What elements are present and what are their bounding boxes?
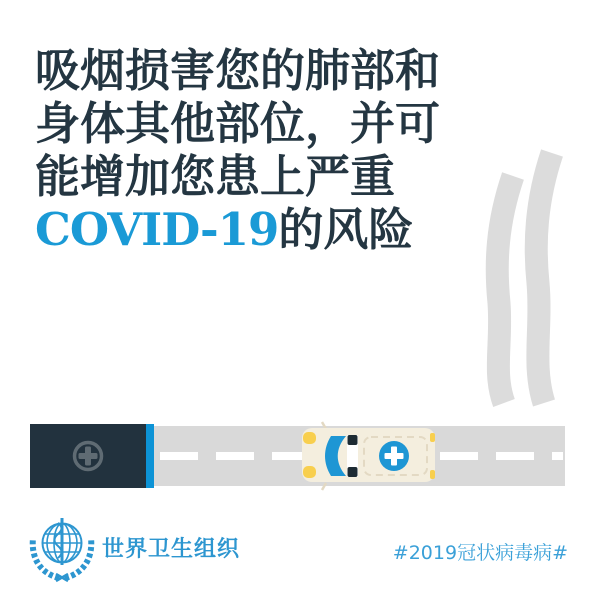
headline-line-3: 能增加您患上严重 bbox=[35, 150, 396, 203]
covid-19-term: COVID-19 bbox=[35, 203, 279, 256]
smoke-wisp-right bbox=[536, 153, 552, 403]
headline-line-2: 身体其他部位，并可 bbox=[35, 97, 441, 150]
ambulance-headlight-top bbox=[303, 432, 316, 444]
medical-cross-hbar bbox=[79, 453, 98, 459]
who-wreath-right bbox=[65, 538, 91, 578]
headline-line-4-suffix: 的风险 bbox=[278, 203, 414, 256]
ambulance-mirror-bottom bbox=[322, 483, 326, 490]
who-org-name: 世界卫生组织 bbox=[102, 537, 241, 562]
ambulance-taillight-bottom bbox=[430, 470, 435, 479]
footer bbox=[0, 505, 600, 600]
headline-line-1: 吸烟损害您的肺部和 bbox=[35, 44, 441, 97]
ambulance-top-view-icon bbox=[296, 420, 441, 492]
ambulance-headlight-bottom bbox=[303, 466, 316, 478]
medical-cross-icon bbox=[68, 436, 108, 476]
campaign-hashtag: #2019冠状病毒病# bbox=[392, 542, 568, 564]
ambulance-pillar-top bbox=[348, 435, 358, 445]
ambulance-pillar-bottom bbox=[348, 467, 358, 477]
smoke-wisps-icon bbox=[473, 143, 577, 411]
smoke-wisp-left bbox=[497, 176, 513, 403]
who-emblem-icon bbox=[26, 513, 98, 583]
headline-line-4 bbox=[35, 203, 505, 256]
cigarette-band bbox=[146, 424, 154, 488]
headline bbox=[35, 44, 505, 256]
ambulance-mirror-top bbox=[322, 422, 326, 429]
cigarette-filter bbox=[30, 424, 146, 488]
ambulance-cross-hbar bbox=[385, 453, 404, 459]
ambulance-taillight-top bbox=[430, 433, 435, 442]
